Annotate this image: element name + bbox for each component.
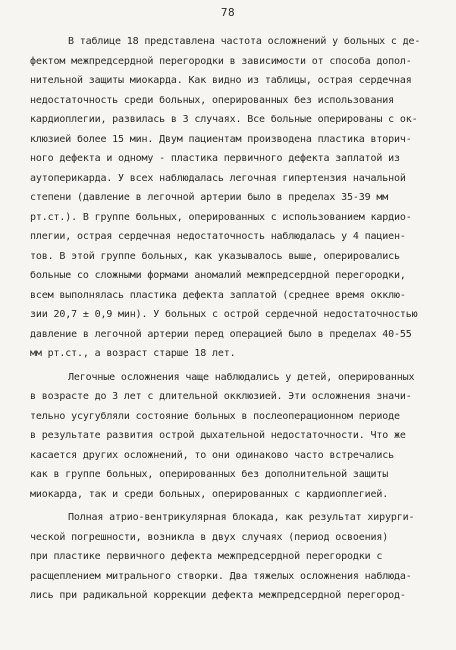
text-line: ного дефекта и одному - пластика первичного дефекта заплатой из xyxy=(30,153,400,164)
text-line: больные со сложными формами аномалий межпредсердной перегородки, xyxy=(30,270,406,281)
text-line: всем выполнялась пластика дефекта заплатой (среднее время окклю- xyxy=(30,289,406,301)
text-line: миокарда, так и среди больных, оперированных с кардиоплегией. xyxy=(30,488,389,500)
text-line: давление в легочной артерии перед операцией было в пределах 40-55 xyxy=(30,328,412,340)
text-line: В таблице 18 представлена частота осложнений у больных с де- xyxy=(68,36,421,47)
text-line: кардиоплегии, развилась в 3 случаях. Все больные оперированы с ок- xyxy=(30,114,418,125)
text-line: мм рт.ст., а возраст старше 18 лет. xyxy=(30,348,236,359)
text-line: зии 20,7 ± 0,9 мин). У больных с острой сердечной недостаточностью xyxy=(30,309,418,320)
text-line: в результате развития острой дыхательной недостаточности. Что же xyxy=(30,430,406,441)
text-line: Полная атрио-вентрикулярная блокада, как результат хирурги- xyxy=(68,512,415,523)
text-line: в возрасте до 3 лет с длительной окклюзией. Эти осложнения значи- xyxy=(30,391,412,402)
text-line: тельно усугубляли состояние больных в послеоперационном периоде xyxy=(30,410,400,422)
text-line: аутоперикарда. У всех наблюдалась легочная гипертензия начальной xyxy=(30,172,406,184)
text-line: при пластике первичного дефекта межпредсердной перегородки с xyxy=(30,551,383,562)
paragraph-3 xyxy=(30,508,430,606)
text-line: плегии, острая сердечная недостаточность наблюдалась у 4 пациен- xyxy=(30,231,406,242)
paragraph-1 xyxy=(30,32,430,364)
text-line: рт.ст.). В группе больных, оперированных с использованием кардио- xyxy=(30,211,412,223)
text-line: расщеплением митрального створки. Два тяжелых осложнения наблюда- xyxy=(30,570,412,582)
text-line: как в группе больных, оперированных без дополнительной защиты xyxy=(30,469,389,480)
text-line: клюзией более 15 мин. Двум пациентам производена пластика вторич- xyxy=(30,133,412,145)
paragraph-2 xyxy=(30,368,430,505)
text-line: касается других осложнений, то они одинаково часто встречались xyxy=(30,449,394,461)
document-body xyxy=(30,32,430,606)
page-number: 78 xyxy=(220,6,236,19)
text-line: ческой погрешности, возникла в двух случаях (период освоения) xyxy=(30,531,389,543)
text-line: недостаточность среди больных, оперированных без использования xyxy=(30,94,394,106)
text-line: нительной защиты миокарда. Как видно из таблицы, острая сердечная xyxy=(30,75,412,86)
text-line: тов. В этой группе больных, как указывалось выше, оперировались xyxy=(30,250,400,262)
text-line: Легочные осложнения чаще наблюдались у детей, оперированных xyxy=(68,371,415,383)
text-line: фектом межпредсердной перегородки в зависимости от способа допол- xyxy=(30,55,412,67)
text-line: степени (давление в легочной артерии было в пределах 35-39 мм xyxy=(30,192,389,203)
text-line: лись при радикальной коррекции дефекта межпредсердной перегород- xyxy=(30,590,406,601)
